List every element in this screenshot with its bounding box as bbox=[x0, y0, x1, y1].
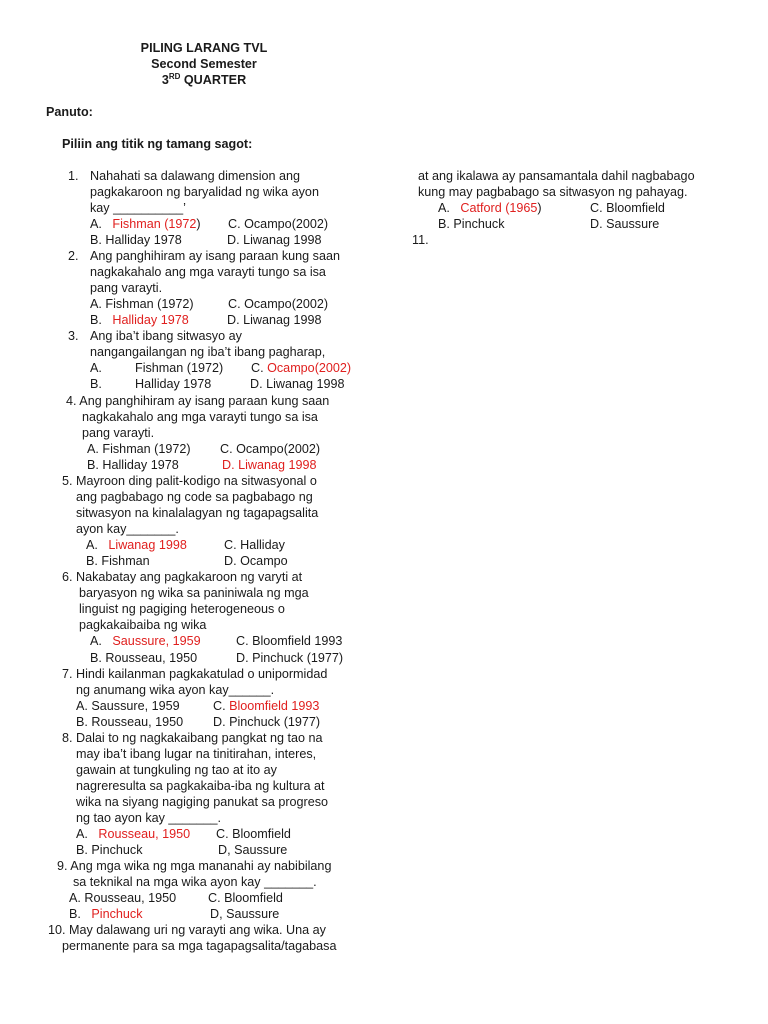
q4-line-2: nagkakahalo ang mga varayti tungo sa isa bbox=[82, 410, 318, 424]
q1-choice-d: D. Liwanag 1998 bbox=[227, 233, 322, 247]
q10-choice-d: D. Saussure bbox=[590, 217, 660, 231]
q5-line-3: sitwasyon na kinalalagyan ng tagapagsalita bbox=[76, 506, 319, 520]
q2-number: 2. bbox=[68, 249, 79, 263]
q8-line-1: 8. Dalai to ng nagkakaibang pangkat ng tao na bbox=[62, 731, 323, 745]
q8-choice-b: B. Pinchuck bbox=[76, 843, 143, 857]
q6-line-2: baryasyon ng wika sa paniniwala ng mga bbox=[79, 586, 309, 600]
q5-line-1: 5. Mayroon ding palit-kodigo na sitwasyonal o bbox=[62, 474, 317, 488]
quarter-label: 3RD QUARTER bbox=[161, 72, 247, 87]
q6-choice-d: D. Pinchuck (1977) bbox=[236, 651, 344, 665]
q2-choice-b: B. Halliday 1978 bbox=[90, 313, 189, 327]
q5-choice-d: D. Ocampo bbox=[224, 554, 288, 568]
q6-line-3: linguist ng pagiging heterogeneous o bbox=[79, 602, 285, 616]
q5-choice-b: B. Fishman bbox=[86, 554, 150, 568]
instruction-text: Piliin ang titik ng tamang sagot: bbox=[62, 137, 253, 151]
q10-choice-c: C. Bloomfield bbox=[590, 201, 665, 215]
q7-line-2: ng anumang wika ayon kay______. bbox=[76, 683, 275, 697]
q3-choice-b: Halliday 1978 bbox=[135, 377, 212, 391]
q7-choice-d: D. Pinchuck (1977) bbox=[213, 715, 321, 729]
q7-choice-c: C. Bloomfield 1993 bbox=[213, 699, 320, 713]
q5-line-2: ang pagbabago ng code sa pagbabago ng bbox=[76, 490, 313, 504]
q4-choice-d: D. Liwanag 1998 bbox=[222, 458, 317, 472]
q4-choice-a: A. Fishman (1972) bbox=[87, 442, 191, 456]
q2-choice-c: C. Ocampo(2002) bbox=[228, 297, 329, 311]
q10-line-1: 10. May dalawang uri ng varayti ang wika. Una ay bbox=[48, 923, 326, 937]
q3-choice-a: Fishman (1972) bbox=[135, 361, 224, 375]
q6-choice-a: A. Saussure, 1959 bbox=[90, 634, 201, 648]
q1-choice-c: C. Ocampo(2002) bbox=[228, 217, 329, 231]
q1-choice-a: A. Fishman (1972) bbox=[90, 217, 201, 231]
q8-choice-a: A. Rousseau, 1950 bbox=[76, 827, 191, 841]
document-title: PILING LARANG TVL bbox=[140, 41, 268, 55]
q7-choice-b: B. Rousseau, 1950 bbox=[76, 715, 184, 729]
q8-choice-c: C. Bloomfield bbox=[216, 827, 291, 841]
q4-line-3: pang varayti. bbox=[82, 426, 155, 440]
q4-choice-c: C. Ocampo(2002) bbox=[220, 442, 321, 456]
q8-line-3: gawain at tungkuling ng tao at ito ay bbox=[76, 763, 277, 777]
q4-choice-b: B. Halliday 1978 bbox=[87, 458, 179, 472]
q9-choice-a: A. Rousseau, 1950 bbox=[69, 891, 177, 905]
q3-line-2: nangangailangan ng iba’t ibang pagharap, bbox=[90, 345, 326, 359]
q5-choice-a: A. Liwanag 1998 bbox=[86, 538, 187, 552]
q5-choice-c: C. Halliday bbox=[224, 538, 285, 552]
q3-choice-b-letter: B. bbox=[90, 377, 102, 391]
q2-choice-d: D. Liwanag 1998 bbox=[227, 313, 322, 327]
q1-line-1: Nahahati sa dalawang dimension ang bbox=[90, 169, 301, 183]
q3-choice-a-letter: A. bbox=[90, 361, 102, 375]
q5-line-4: ayon kay_______. bbox=[76, 522, 179, 536]
q6-choice-b: B. Rousseau, 1950 bbox=[90, 651, 198, 665]
q8-choice-d: D, Saussure bbox=[218, 843, 288, 857]
q9-line-2: sa teknikal na mga wika ayon kay _______. bbox=[73, 875, 317, 889]
q7-choice-a: A. Saussure, 1959 bbox=[76, 699, 180, 713]
semester-label: Second Semester bbox=[151, 57, 257, 71]
q1-number: 1. bbox=[68, 169, 79, 183]
q4-line-1: 4. Ang panghihiram ay isang paraan kung saan bbox=[66, 394, 330, 408]
q10-line-3: at ang ikalawa ay pansamantala dahil nagbabago bbox=[418, 169, 695, 183]
q2-line-2: nagkakahalo ang mga varayti tungo sa isa bbox=[90, 265, 326, 279]
q10-choice-a: A. Catford (1965) bbox=[438, 201, 542, 215]
q1-choice-b: B. Halliday 1978 bbox=[90, 233, 182, 247]
q2-line-1: Ang panghihiram ay isang paraan kung saan bbox=[90, 249, 340, 263]
q6-line-4: pagkakaibaiba ng wika bbox=[79, 618, 207, 632]
q8-line-6: ng tao ayon kay _______. bbox=[76, 811, 221, 825]
q1-line-3: kay __________’ bbox=[90, 201, 186, 215]
q10-line-4: kung may pagbabago sa sitwasyon ng pahayag. bbox=[418, 185, 688, 199]
q9-choice-c: C. Bloomfield bbox=[208, 891, 283, 905]
q3-choice-c: C. Ocampo(2002) bbox=[251, 361, 352, 375]
q9-choice-d: D, Saussure bbox=[210, 907, 280, 921]
q10-choice-b: B. Pinchuck bbox=[438, 217, 505, 231]
q1-line-2: pagkakaroon ng baryalidad ng wika ayon bbox=[90, 185, 319, 199]
q8-line-4: nagreresulta sa pagkakaiba-iba ng kultura at bbox=[76, 779, 325, 793]
q8-line-5: wika na siyang nagiging panukat sa progreso bbox=[76, 795, 329, 809]
q3-number: 3. bbox=[68, 329, 79, 343]
q2-line-3: pang varayti. bbox=[90, 281, 163, 295]
q11-number: 11. bbox=[412, 233, 429, 247]
q9-line-1: 9. Ang mga wika ng mga mananahi ay nabibilang bbox=[57, 859, 332, 873]
q6-line-1: 6. Nakabatay ang pagkakaroon ng varyti at bbox=[62, 570, 303, 584]
panuto-heading: Panuto: bbox=[46, 105, 93, 119]
q2-choice-a: A. Fishman (1972) bbox=[90, 297, 194, 311]
q8-line-2: may iba’t ibang lugar na tinitirahan, interes, bbox=[76, 747, 317, 761]
q7-line-1: 7. Hindi kailanman pagkakatulad o unipormidad bbox=[62, 667, 328, 681]
q9-choice-b: B. Pinchuck bbox=[69, 907, 143, 921]
q10-line-2: permanente para sa mga tagapagsalita/tagabasa bbox=[62, 939, 337, 953]
q3-choice-d: D. Liwanag 1998 bbox=[250, 377, 345, 391]
q6-choice-c: C. Bloomfield 1993 bbox=[236, 634, 343, 648]
q3-line-1: Ang iba’t ibang sitwasyo ay bbox=[90, 329, 242, 343]
